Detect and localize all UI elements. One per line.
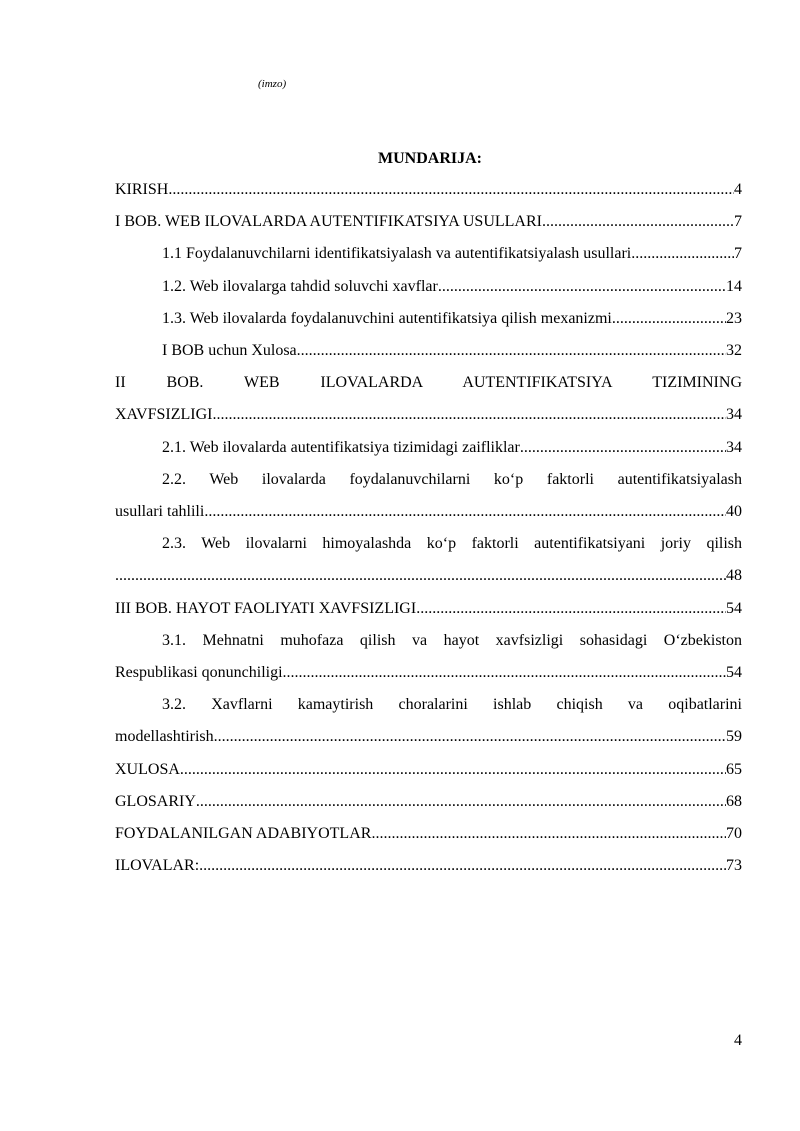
dot-leader xyxy=(612,303,726,335)
toc-entry-text: GLOSARIY xyxy=(115,792,196,810)
page-number: 4 xyxy=(734,1032,742,1049)
toc-entry-text-line-1: 3.2. Xavflarni kamaytirish choralarini ishlab chiqish va oqibatlarini xyxy=(162,696,742,714)
toc-page-number: 54 xyxy=(726,664,742,682)
dot-leader xyxy=(180,754,726,786)
toc-page-number: 34 xyxy=(726,406,742,424)
toc-page-number: 73 xyxy=(726,857,742,875)
toc-page-number: 7 xyxy=(734,213,742,231)
toc-entry-adabiyotlar[interactable] xyxy=(115,818,742,850)
toc-page-number: 4 xyxy=(734,181,742,198)
dot-leader xyxy=(196,786,726,818)
toc-entry-section-3-2[interactable] xyxy=(115,689,742,753)
toc-entry-glosariy[interactable] xyxy=(115,786,742,818)
toc-page-number: 40 xyxy=(726,503,742,521)
toc-page-number: 70 xyxy=(726,825,742,843)
toc-page-number: 23 xyxy=(726,309,742,327)
toc-page-number: 14 xyxy=(726,277,742,295)
toc-entry-section-2-2[interactable] xyxy=(115,464,742,528)
dot-leader xyxy=(115,560,726,592)
toc-entry-chapter-2[interactable] xyxy=(115,367,742,431)
dot-leader xyxy=(631,238,734,270)
dot-leader xyxy=(212,399,726,431)
dot-leader xyxy=(214,721,726,753)
toc-entry-text-line-1: 3.1. Mehnatni muhofaza qilish va hayot xavfsizligi sohasidagi O‘zbekiston xyxy=(162,631,742,649)
toc-entry-chapter-1[interactable] xyxy=(115,206,742,238)
dot-leader xyxy=(438,271,726,303)
toc-page-number: 32 xyxy=(726,342,742,360)
dot-leader xyxy=(520,432,726,464)
dot-leader xyxy=(416,593,726,625)
toc-entry-text-line-1: 2.3. Web ilovalarni himoyalashda ko‘p faktorli autentifikatsiyani joriy qilish xyxy=(162,535,742,553)
toc-entry-section-3-1[interactable] xyxy=(115,625,742,689)
toc-entry-kirish[interactable] xyxy=(115,174,742,206)
toc-entry-text: 2.1. Web ilovalarda autentifikatsiya tizimidagi zaifliklar xyxy=(162,438,520,456)
toc-entry-section-1-3[interactable] xyxy=(115,303,742,335)
dot-leader xyxy=(199,850,726,882)
toc-entry-text-line-2: XAVFSIZLIGI xyxy=(115,406,213,424)
toc-page-number: 68 xyxy=(726,792,742,810)
toc-entry-text-line-2: usullari tahlili xyxy=(115,503,205,521)
dot-leader xyxy=(297,335,726,367)
dot-leader xyxy=(283,657,726,689)
dot-leader xyxy=(168,174,734,206)
toc-entry-section-2-3[interactable] xyxy=(115,528,742,592)
page-title: MUNDARIJA: xyxy=(378,150,482,167)
toc-entry-text: 1.3. Web ilovalarda foydalanuvchini autentifikatsiya qilish mexanizmi xyxy=(162,309,612,327)
table-of-contents xyxy=(115,174,742,882)
dot-leader xyxy=(542,206,734,238)
signature-label: (imzo) xyxy=(258,78,287,90)
toc-page-number: 59 xyxy=(726,728,742,746)
toc-entry-text: FOYDALANILGAN ADABIYOTLAR xyxy=(115,825,372,843)
toc-page-number: 54 xyxy=(726,599,742,617)
toc-entry-text: 1.2. Web ilovalarga tahdid soluvchi xavflar xyxy=(162,277,438,295)
toc-page-number: 48 xyxy=(726,567,742,585)
toc-page-number: 34 xyxy=(726,438,742,456)
dot-leader xyxy=(204,496,726,528)
toc-entry-xulosa[interactable] xyxy=(115,754,742,786)
toc-entry-chapter-1-conclusion[interactable] xyxy=(115,335,742,367)
toc-entry-text-line-2: Respublikasi qonunchiligi xyxy=(115,664,283,682)
toc-entry-section-1-1[interactable] xyxy=(115,238,742,270)
toc-entry-text-line-1: 2.2. Web ilovalarda foydalanuvchilarni ko‘p faktorli autentifikatsiyalash xyxy=(162,470,742,488)
toc-page-number: 7 xyxy=(734,245,742,263)
dot-leader xyxy=(371,818,726,850)
toc-entry-chapter-3[interactable] xyxy=(115,593,742,625)
toc-entry-text: KIRISH xyxy=(115,181,169,198)
toc-entry-section-1-2[interactable] xyxy=(115,271,742,303)
toc-entry-section-2-1[interactable] xyxy=(115,432,742,464)
toc-entry-text: III BOB. HAYOT FAOLIYATI XAVFSIZLIGI xyxy=(115,599,417,617)
toc-entry-text: ILOVALAR: xyxy=(115,857,200,875)
toc-entry-ilovalar[interactable] xyxy=(115,850,742,882)
toc-page-number: 65 xyxy=(726,760,742,778)
toc-entry-text-line-2: modellashtirish xyxy=(115,728,214,746)
toc-entry-text: I BOB. WEB ILOVALARDA AUTENTIFIKATSIYA USULLARI xyxy=(115,213,542,231)
toc-entry-text: 1.1 Foydalanuvchilarni identifikatsiyalash va autentifikatsiyalash usullari xyxy=(162,245,632,263)
toc-entry-text: XULOSA xyxy=(115,760,180,778)
toc-entry-text-line-1: II BOB. WEB ILOVALARDA AUTENTIFIKATSIYA TIZIMINING xyxy=(115,374,742,392)
toc-entry-text: I BOB uchun Xulosa xyxy=(162,342,297,360)
